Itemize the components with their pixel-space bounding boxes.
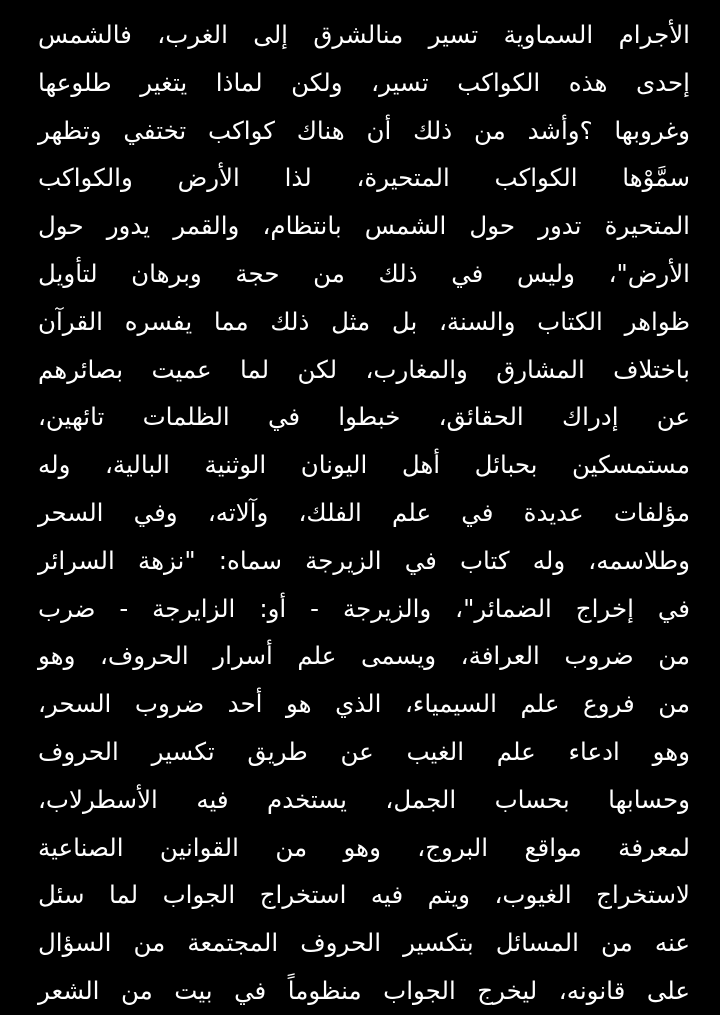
text-line: إحدى هذه الكواكب تسير، ولكن لماذا يتغير طلوعها — [38, 67, 690, 97]
text-line: وطلاسمه، وله كتاب في الزيرجة سماه: "نزهة السرائر — [38, 545, 690, 575]
text-line: مؤلفات عديدة في علم الفلك، وآلاته، وفي السحر — [38, 497, 690, 527]
document-text — [38, 0, 690, 1015]
text-line: عنه من المسائل بتكسير الحروف المجتمعة من السؤال — [38, 928, 690, 958]
text-line: من ضروب العرافة، ويسمى علم أسرار الحروف، وهو — [38, 641, 690, 671]
text-line: الأجرام السماوية تسير منالشرق إلى الغرب، فالشمس — [38, 20, 690, 49]
text-line: المتحيرة تدور حول الشمس بانتظام، والقمر يدور حول — [38, 211, 690, 241]
text-line: وحسابها بحساب الجمل، يستخدم فيه الأسطرلاب، — [38, 784, 690, 814]
text-line: عن إدراك الحقائق، خبطوا في الظلمات تائهين، — [38, 402, 690, 432]
text-line: لاستخراج الغيوب، ويتم فيه استخراج الجواب لما سئل — [38, 880, 690, 910]
text-line: الأرض"، وليس في ذلك من حجة وبرهان لتأويل — [38, 258, 690, 288]
text-line: باختلاف المشارق والمغارب، لكن لما عميت بصائرهم — [38, 354, 690, 384]
text-line: وغروبها ؟وأشد من ذلك أن هناك كواكب تختفي وتظهر — [38, 115, 690, 145]
text-line: لمعرفة مواقع البروج، وهو من القوانين الصناعية — [38, 832, 690, 862]
text-line: وهو ادعاء علم الغيب عن طريق تكسير الحروف — [38, 736, 690, 766]
text-line: على قانونه، ليخرج الجواب منظوماً في بيت من الشعر — [38, 975, 690, 1005]
text-line: سمَّوْها الكواكب المتحيرة، لذا الأرض والكواكب — [38, 163, 690, 193]
text-line: في إخراج الضمائر"، والزيرجة - أو: الزايرجة - ضرب — [38, 593, 690, 623]
text-line: ظواهر الكتاب والسنة، بل مثل ذلك مما يفسره القرآن — [38, 306, 690, 336]
text-line: من فروع علم السيمياء، الذي هو أحد ضروب السحر، — [38, 689, 690, 719]
text-line: مستمسكين بحبائل أهل اليونان الوثنية البالية، وله — [38, 450, 690, 480]
